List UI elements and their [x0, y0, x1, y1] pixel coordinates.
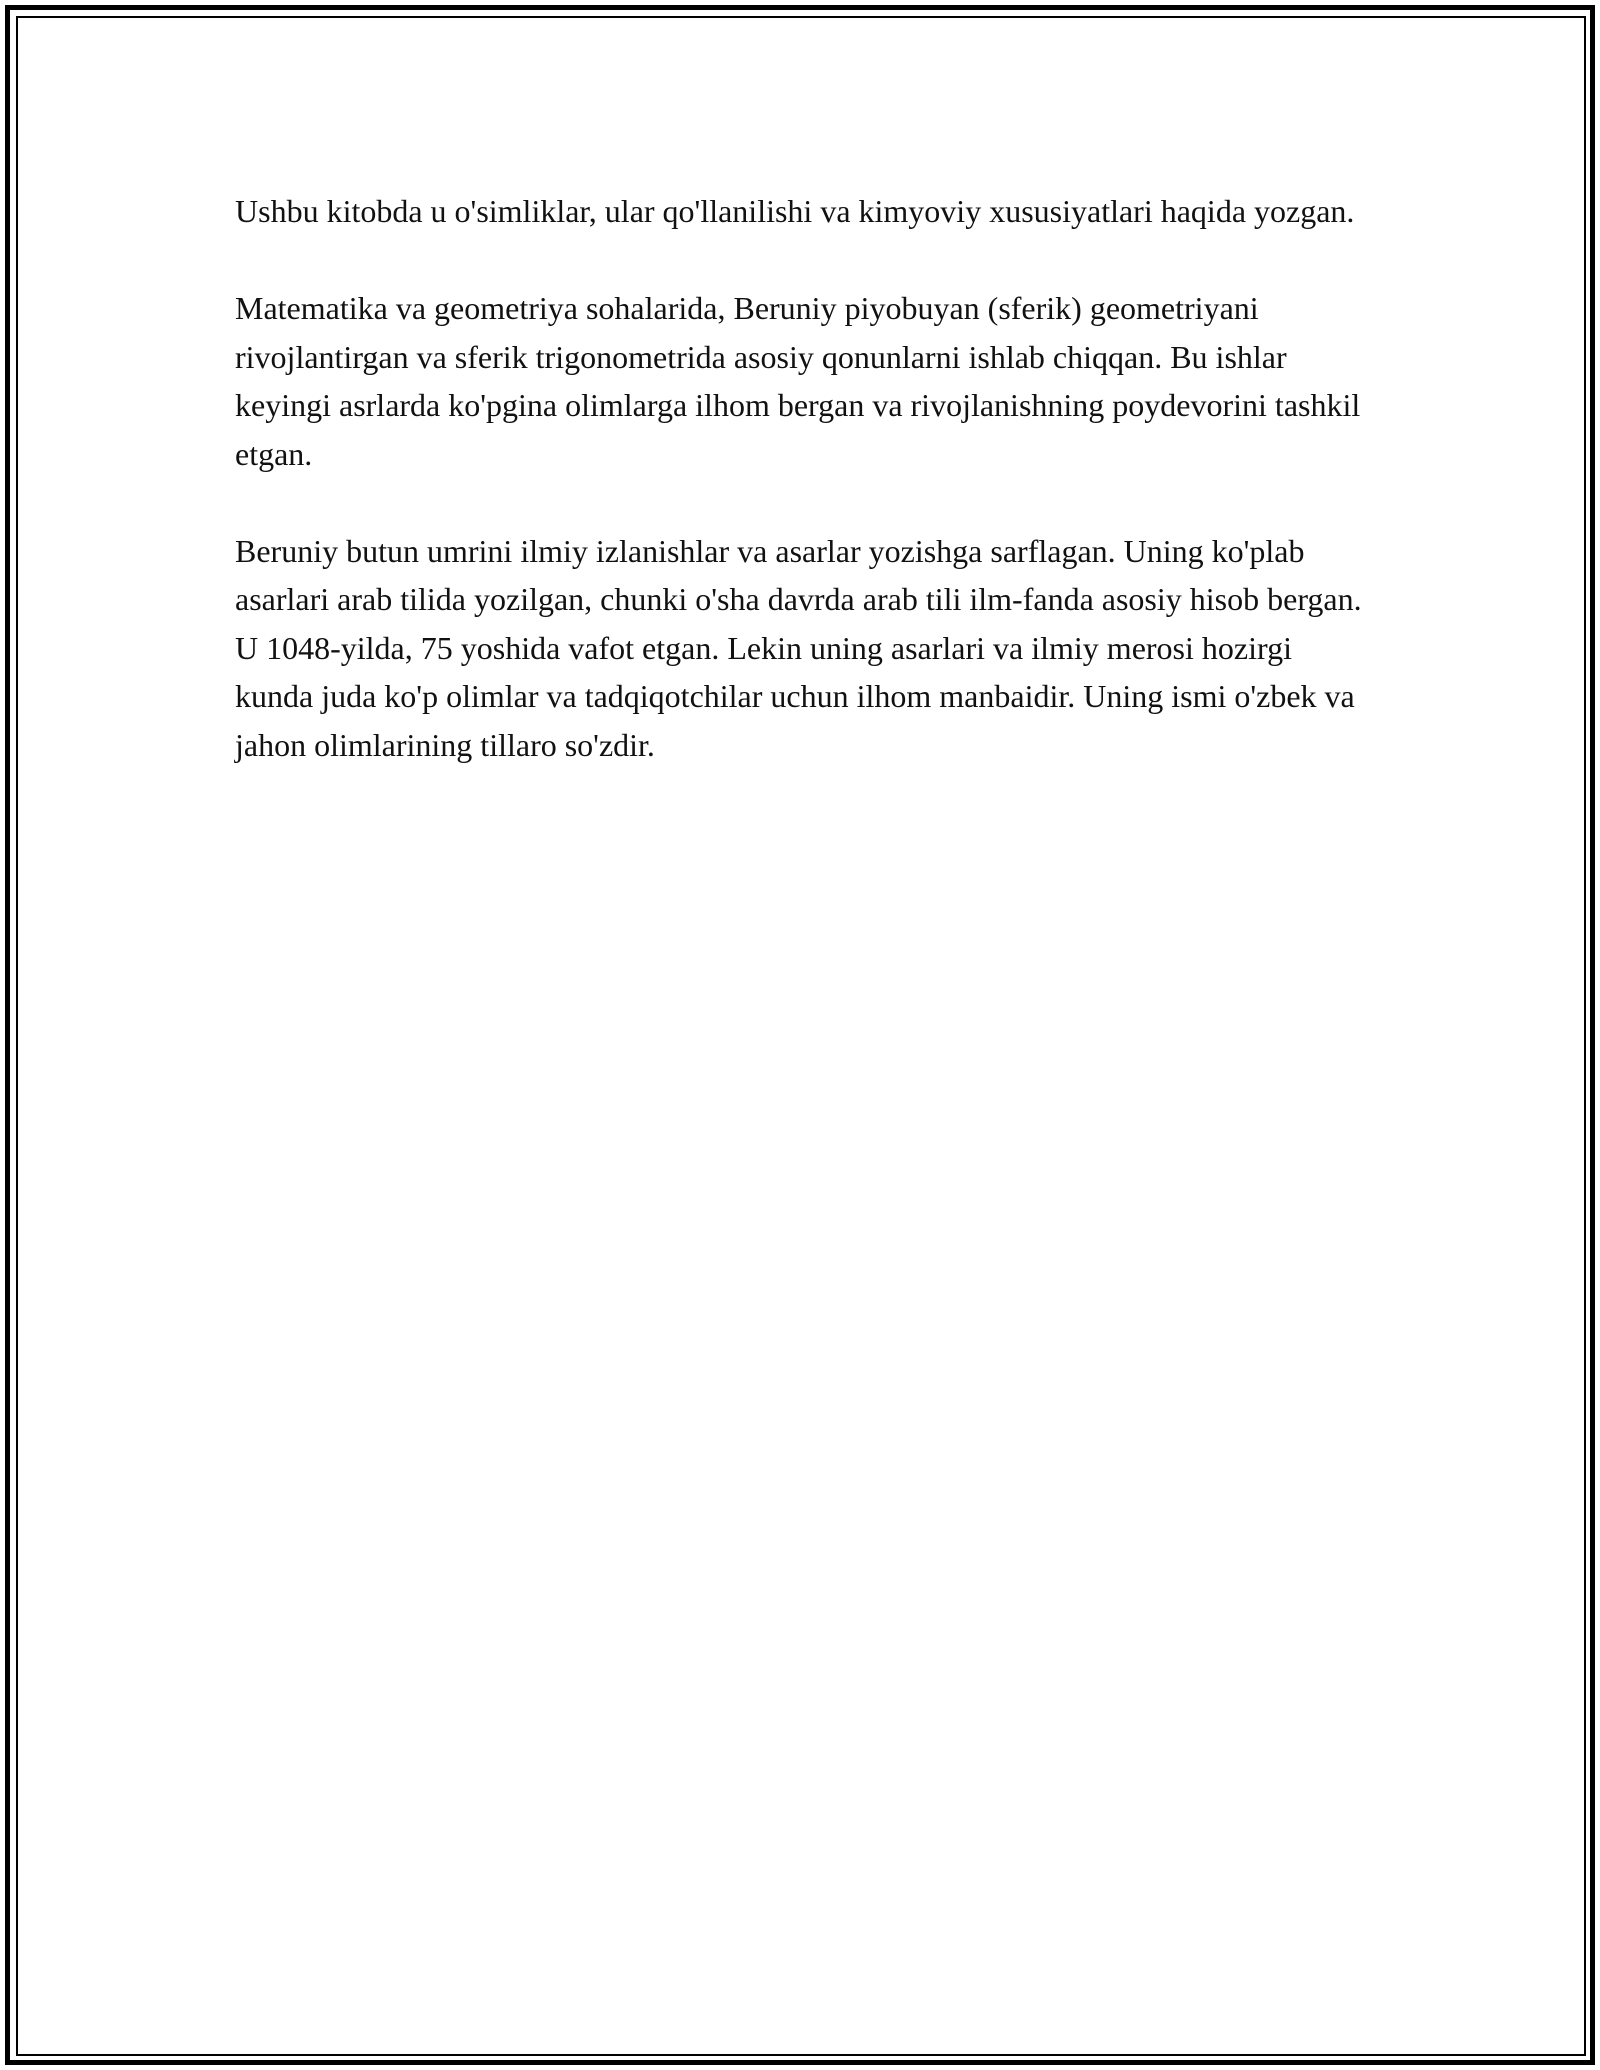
- document-body: [235, 187, 1375, 818]
- paragraph-3: Beruniy butun umrini ilmiy izlanishlar va asarlar yozishga sarflagan. Uning ko'plab asarlari arab tilida yozilgan, chunki o'sha davrda arab tili ilm-fanda asosiy hisob bergan. U 1048-yilda, 75 yoshida vafot etgan. Lekin uning asarlari va ilmiy merosi hozirgi kunda juda ko'p olimlar va tadqiqotchilar uchun ilhom manbaidir. Uning ismi o'zbek va jahon olimlarining tillaro so'zdir.: [235, 532, 1362, 763]
- paragraph-1: Ushbu kitobda u o'simliklar, ular qo'llanilishi va kimyoviy xususiyatlari haqida yozgan.: [235, 193, 1355, 229]
- paragraph-2: Matematika va geometriya sohalarida, Beruniy piyobuyan (sferik) geometriyani rivojlantirgan va sferik trigonometrida asosiy qonunlarni ishlab chiqqan. Bu ishlar keyingi asrlarda ko'pgina olimlarga ilhom bergan va rivojlanishning poydevorini tashkil etgan.: [235, 290, 1361, 472]
